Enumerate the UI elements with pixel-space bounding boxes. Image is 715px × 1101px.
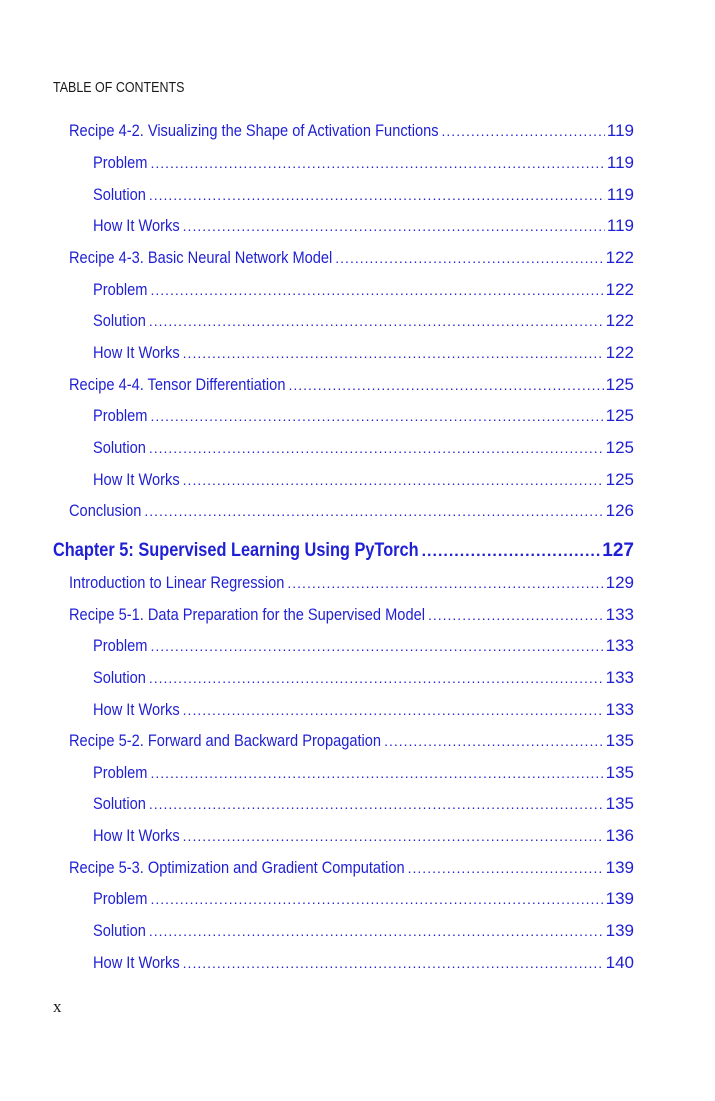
toc-entry-page: 126 [605, 501, 634, 520]
toc-entry-title: Recipe 4-2. Visualizing the Shape of Activation Functions [69, 121, 439, 140]
toc-entry-title: Solution [93, 311, 146, 330]
toc-entry-recipe-4-3[interactable] [69, 248, 634, 268]
toc-entry-page: 135 [605, 731, 634, 750]
toc-entry-page: 119 [606, 121, 634, 140]
toc-entry-page: 133 [605, 636, 634, 655]
toc-entry-recipe-4-2[interactable] [69, 121, 634, 141]
toc-entry-title: Solution [93, 794, 146, 813]
page-number: x [53, 997, 62, 1016]
toc-entry-how-it-works[interactable] [93, 826, 634, 846]
toc-entry-how-it-works[interactable] [93, 953, 634, 973]
toc-entry-title: How It Works [93, 470, 180, 489]
dot-leader [150, 763, 603, 783]
dot-leader [183, 343, 604, 363]
dot-leader [183, 470, 604, 490]
toc-entry-page: 140 [605, 953, 634, 972]
toc-chapter-title: Chapter 5: Supervised Learning Using PyTorch [53, 540, 419, 561]
dot-leader [150, 153, 604, 173]
toc-entry-title: Problem [93, 280, 148, 299]
toc-entry-problem[interactable] [93, 889, 634, 909]
dot-leader [335, 248, 603, 268]
dot-leader [149, 668, 604, 688]
toc-entry-title: Problem [93, 889, 148, 908]
toc-entry-page: 119 [606, 153, 634, 172]
toc-entry-page: 119 [606, 216, 634, 235]
toc-entry-title: Solution [93, 668, 146, 687]
toc-entry-title: How It Works [93, 343, 180, 362]
toc-entry-page: 136 [605, 826, 634, 845]
toc-entry-page: 122 [605, 280, 634, 299]
dot-leader [149, 311, 604, 331]
dot-leader [287, 573, 603, 593]
toc-entry-title: Recipe 5-2. Forward and Backward Propagation [69, 731, 382, 750]
toc-entry-title: Problem [93, 153, 148, 172]
toc-entry-title: How It Works [93, 700, 180, 719]
toc-entry-page: 127 [602, 540, 634, 561]
toc-entry-page: 139 [605, 921, 634, 940]
toc-entry-title: Conclusion [69, 501, 142, 520]
toc-entry-solution[interactable] [93, 311, 634, 331]
toc-entry-recipe-4-4[interactable] [69, 375, 634, 395]
toc-entry-page: 135 [605, 794, 634, 813]
toc-entry-title: Solution [93, 185, 146, 204]
toc-entry-solution[interactable] [93, 438, 634, 458]
toc-entry-page: 133 [605, 700, 634, 719]
running-head: TABLE OF CONTENTS [53, 80, 185, 96]
toc-entry-chapter-5[interactable] [53, 540, 634, 563]
dot-leader [150, 889, 603, 909]
toc-entry-page: 125 [605, 438, 634, 457]
toc-entry-title: How It Works [93, 826, 180, 845]
toc-entry-problem[interactable] [93, 763, 634, 783]
dot-leader [150, 406, 603, 426]
toc-entry-page: 133 [605, 668, 634, 687]
toc-entry-intro-linear-regression[interactable] [69, 573, 634, 593]
toc-entry-title: Recipe 5-1. Data Preparation for the Supervised Model [69, 605, 425, 624]
toc-entry-solution[interactable] [93, 794, 634, 814]
dot-leader [428, 605, 604, 625]
toc-entry-recipe-5-2[interactable] [69, 731, 634, 751]
toc-entry-recipe-5-1[interactable] [69, 605, 634, 625]
toc-entry-title: Introduction to Linear Regression [69, 573, 285, 592]
toc-entry-problem[interactable] [93, 280, 634, 300]
toc-entry-solution[interactable] [93, 921, 634, 941]
dot-leader [150, 636, 603, 656]
toc-entry-solution[interactable] [93, 668, 634, 688]
toc-entry-page: 139 [605, 889, 634, 908]
toc-entry-title: Recipe 4-4. Tensor Differentiation [69, 375, 286, 394]
toc-entry-title: Problem [93, 636, 148, 655]
dot-leader [149, 794, 604, 814]
toc-entry-page: 125 [605, 470, 634, 489]
dot-leader [442, 121, 605, 141]
toc-entry-problem[interactable] [93, 153, 634, 173]
toc-entry-how-it-works[interactable] [93, 470, 634, 490]
dot-leader [288, 375, 603, 395]
toc-entry-recipe-5-3[interactable] [69, 858, 634, 878]
toc-entry-problem[interactable] [93, 636, 634, 656]
toc-entry-page: 135 [605, 763, 634, 782]
toc-entry-page: 125 [605, 406, 634, 425]
dot-leader [149, 921, 604, 941]
toc-entry-how-it-works[interactable] [93, 343, 634, 363]
toc-entry-conclusion[interactable] [69, 501, 634, 521]
toc-entry-page: 119 [606, 185, 634, 204]
dot-leader [183, 216, 605, 236]
toc-entry-title: Recipe 5-3. Optimization and Gradient Computation [69, 858, 405, 877]
toc-entry-title: How It Works [93, 216, 180, 235]
toc-entry-page: 133 [605, 605, 634, 624]
dot-leader [422, 541, 601, 563]
toc-entry-page: 139 [605, 858, 634, 877]
dot-leader [183, 826, 604, 846]
dot-leader [144, 501, 603, 521]
toc-entry-page: 122 [605, 343, 634, 362]
dot-leader [183, 700, 604, 720]
toc-entry-page: 122 [605, 311, 634, 330]
toc-entry-how-it-works[interactable] [93, 216, 634, 236]
toc-entry-problem[interactable] [93, 406, 634, 426]
toc-entry-title: Solution [93, 921, 146, 940]
toc-entry-title: Problem [93, 763, 148, 782]
toc-entry-title: Solution [93, 438, 146, 457]
dot-leader [150, 280, 603, 300]
toc-entry-page: 125 [605, 375, 634, 394]
toc-entry-page: 129 [605, 573, 634, 592]
dot-leader [149, 185, 605, 205]
toc-entry-solution[interactable] [93, 185, 634, 205]
toc-entry-title: Recipe 4-3. Basic Neural Network Model [69, 248, 333, 267]
dot-leader [183, 953, 604, 973]
dot-leader [149, 438, 604, 458]
toc-entry-how-it-works[interactable] [93, 700, 634, 720]
toc-entry-title: How It Works [93, 953, 180, 972]
toc-entry-title: Problem [93, 406, 148, 425]
dot-leader [408, 858, 604, 878]
toc-entry-page: 122 [605, 248, 634, 267]
dot-leader [384, 731, 604, 751]
